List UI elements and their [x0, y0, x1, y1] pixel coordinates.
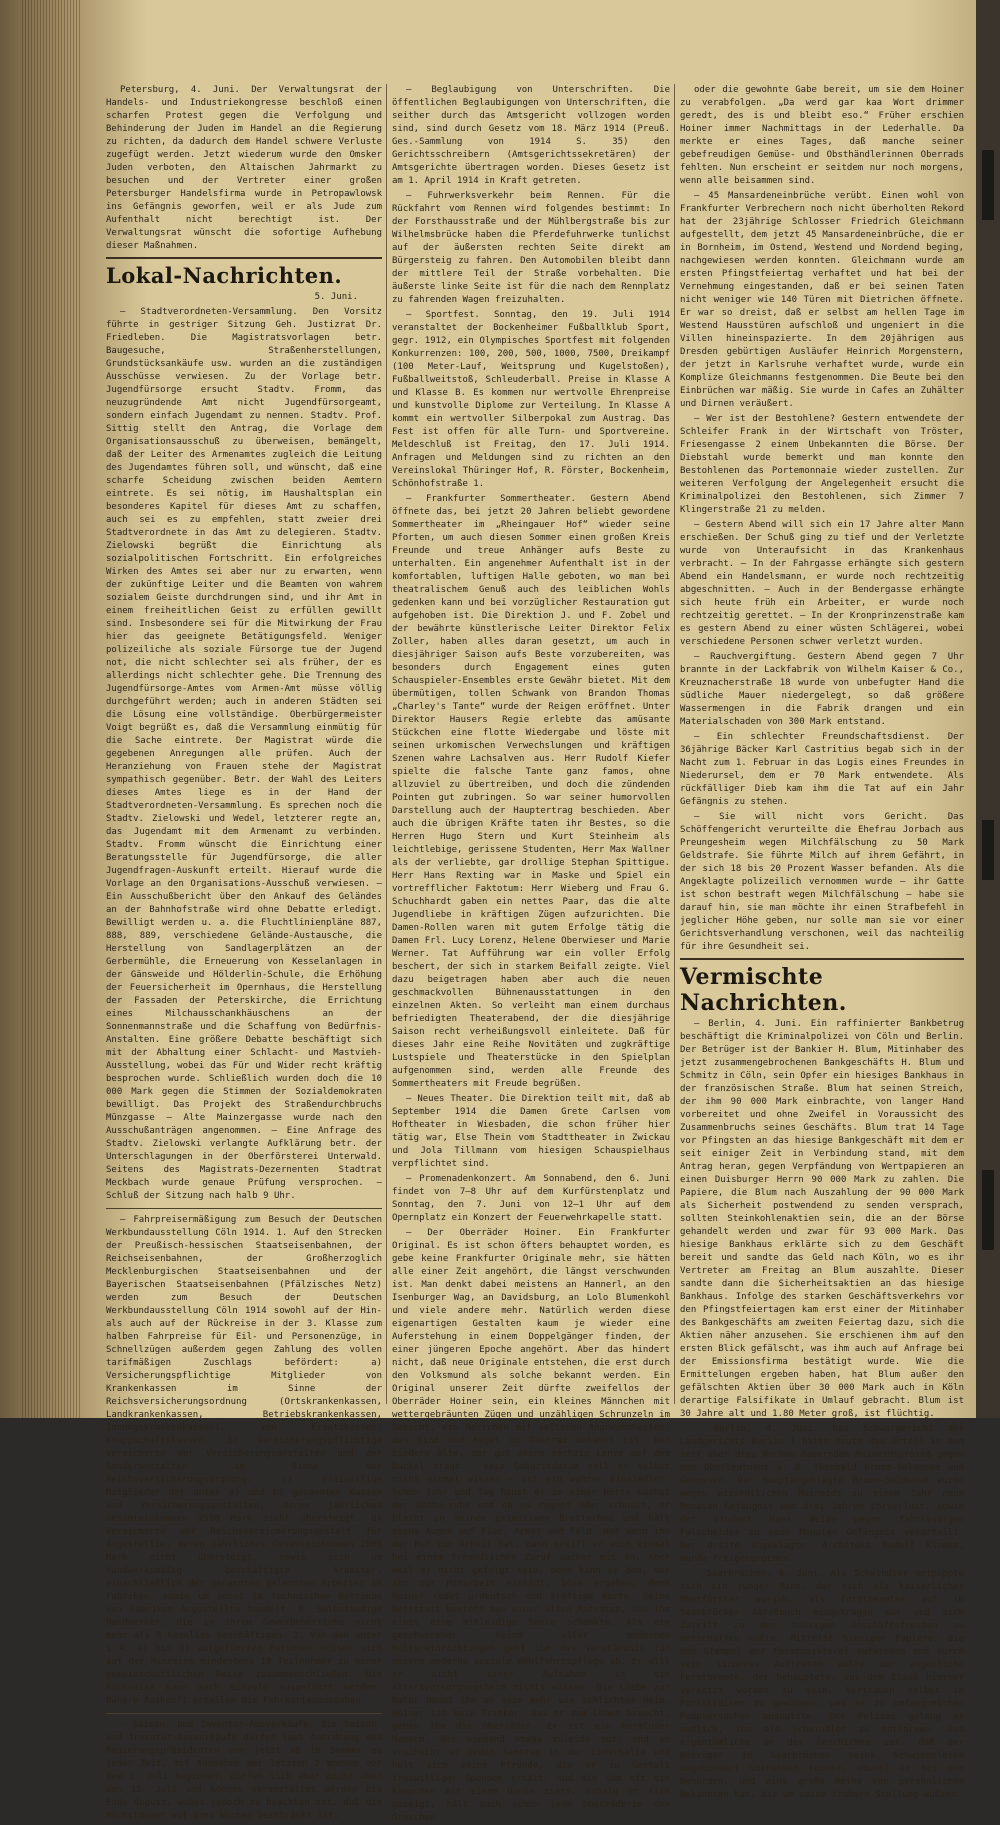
column-3	[680, 84, 964, 1800]
article-ausverkaeufe: — Saison- und Inventur-Ausverkäufe. Die Saison- und Inventur-Ausverkäufe dürfen laut Anordnung des Regierungspräsidenten von jetzt ab im Sommer zu jeder Zeit, mit Ausnahme der letzten 2 Wochen vor dem 1. Juli beginnen, dürfen sich aber nicht über den 15. Juli und können veranstaltet werden bis Ende August, wobei jedoch zu beachten ist, daß die Höchstdauer auf drei Wochen beschränkt ist.	[106, 1720, 382, 1821]
article-fahrpreisermaessigung: — Fahrpreisermäßigung zum Besuch der Deutschen Werkbundausstellung Cöln 1914. 1. Auf den Strecken der Preußisch-hessischen Staatseisenbahnen, der Reichseisenbahnen, der Großherzoglich Mecklenburgischen Staatseisenbahnen und der Bayerischen Staatseisenbahnen (Pfälzisches Netz) werden zum Besuch der Deutschen Werkbundausstellung Cöln 1914 sowohl auf der Hin- als auch auf der Rückreise in der 3. Klasse zum halben Fahrpreise für Eil- und Personenzüge, in Schnellzügen außerdem gegen Zahlung des vollen tarifmäßigen Zuschlags befördert: a) Versicherungspflichtige Mitglieder von Krankenkassen im Sinne der Reichsversicherungsordnung (Ortskrankenkassen, Landkrankenkassen, Betriebskrankenkassen, Innungskrankenkassen), von Ersatzkassen, Knappschaftskassen. b) Versicherungspflichtige Versicherte der Versicherungsanstalten und der Sonderanstalten im Sinne der Reichsversicherungsordnung. c) Freiwillige Mitglieder der unter a) und b) genannten Kassen und Versicherungsanstalten, deren jährliches Gesamteinkommen 2500 Mark nicht übersteigt. d) Versicherte der Reichsversicherungsanstalt für Angestellte, deren jährliches Gesamteinkommen 2500 Mark nicht übersteigt, sowie sich um handwerksmäßig beschäftigte Arbeiter, einschließlich der genannten gelernten Arbeiter in Fabriken, sowie um sonst im technischen Betriebe von Fabriken Angestellte handelt. B. Selbständige Handwerker, die in ihrem Gewerbebetriebe nicht mehr als 8 Gesellen beschäftigen. 2. Von den unter 1 A. a) bis d) aufgeführten Personen müssen sich auf der Hinreise mindestens 10 Teilnehmer zu einer gemeinschaftlichen Reise zusammenschließen. Die Rückreise kann auch einzeln ausgeführt werden. Nähere Auskunft erteilen die Fahrkartenausgaben.	[106, 1215, 382, 1706]
heading-vermischte-nachrichten: Vermischte Nachrichten.	[680, 958, 964, 1016]
newspaper-page	[96, 0, 976, 1823]
article-berlin-meineid: — Berlin, 4. Juni. Das Schwurgericht des Landgerichts Berlin 1 hatte heute das Urteil in dem seit über drei Wochen dauernden Meineidsprozeß gegen den Oberleutnant a. D. Theobald Brumm-Seldened und Genossen. Der Hauptangeklagte Brumm-Seldened wurde wegen wissentlichen Meineids zu einem Jahr neun Monaten Gefängnis und drei Jahren Ehrverlust, sowie der Student Hans Weide wegen fahrlässigen Falscheides zu neun Monaten Gefängnis verurteilt. Der dritte Angeklagte, Architekt Rudolf Klemke, wurde freigesprochen.	[680, 1424, 964, 1564]
edge-tab	[982, 1170, 994, 1250]
article-selbstmordversuche: — Gestern Abend will sich ein 17 Jahre alter Mann erschießen. Der Schuß ging zu tief und der Verletzte wurde von Unteraufsicht in das Krankenhaus verbracht. — In der Fahrgasse erhängte sich gestern Abend ein Handelsmann, er wurde noch rechtzeitig abgeschnitten. — Auch in der Bendergasse erhängte sich heute früh ein Arbeiter, er wurde noch rechtzeitig gerettet. — In der Kronprinzenstraße kam es gestern Abend zu einer wüsten Schlägerei, wobei verschiedene Personen schwer verletzt wurden.	[680, 520, 964, 647]
heading-lokal-nachrichten: Lokal-Nachrichten.	[106, 257, 382, 289]
article-mansardeneinbrueche: — 45 Mansardeneinbrüche verübt. Einen wohl von Frankfurter Verbrechern noch nicht überholten Rekord hat der 23jährige Schlosser Friedrich Gleichmann aufgestellt, dem jetzt 45 Mansardeneinbrüche, die er in Bornheim, im Ostend, Westend und Nordend beging, nachgewiesen werden konnten. Gleichmann wurde am ersten Pfingstfeiertag verhaftet und hat bei der Vernehmung eingestanden, daß er bei seinen Taten nicht weniger wie 140 Türen mit Dietrichen öffnete. Er war so dreist, daß er selbst am hellen Tage im Westend Hausstüren aufschloß und ungeniert in die Villen hineinspazierte. In dem 20jährigen aus Dresden gebürtigen Ausläufer Heinrich Morgenstern, der jetzt in Karlsruhe verhaftet wurde, wurde ein Komplize Gleichmanns festgenommen. Die Beute bei den Einbrüchen war mäßig. Sie wurde in Cafes an Zuhälter und Dirnen veräußert.	[680, 191, 964, 409]
article-fuhrwerksverkehr: — Fuhrwerksverkehr beim Rennen. Für die Rückfahrt vom Rennen wird folgendes bestimmt: In der Forsthausstraße und der Mühlbergstraße bis zur Wilhelmsbrücke haben die Pferdefuhrwerke tunlichst auf der äußersten rechten Seite direkt am Bürgersteig zu fahren. Den Automobilen bleibt dann der mittlere Teil der Straße vorbehalten. Die äußerste linke Seite ist für die nach dem Rennplatz zu fahrenden Wagen freizuhalten.	[392, 191, 670, 305]
separator	[106, 1208, 382, 1209]
article-saarbruecken: — Saarbrücken, 4. Juni. Als Schwindler entpuppte sich ein junger Mann, der sich als kaiserlicher Oberförster ausgab, als Forstbeamter auf im Saarbrücker Abreßbuch eingetragen war und sich Zutritt zu den hiesigen Geschäftsfreisen zu verschaffen wußte. Mittelst hiesiger Papiere, die den Stempel der Forstmeisterei aufwiesen und durch sein sicheres Auftreten wußte der angebliche Forstbeamte, der behauptete, aus dem Elsaß hierher versetzt worden zu sein, Vertrauen selbst in Forstkreisen zu gewinnen, was er zu umfangreichen Pumpversuchen ausnutzte. Der Polizei gelang es endlich, ihn als Schwindler zu entlarven. Das eigentümliche an der Geschichte ist, daß der Betrüger in Saarbrücken seine Schwindeleien ungehindert vornehmen konnte, obwohl er bei den Behörden, und eine große Reihe von persönlichen Bekannten hat, die um seine frühere Stellung wußten.	[680, 1569, 964, 1800]
article-milchfaelschung: — Sie will nicht vors Gericht. Das Schöffengericht verurteilte die Ehefrau Jorbach aus Preungesheim wegen Milchfälschung zu 50 Mark Geldstrafe. Sie führte Milch auf ihrem Gefährt, in der sich 18 bis 20 Prozent Wasser befanden. Als die Angeklagte polizeilich vernommen wurde — ihr Gatte ist schon bestraft wegen Milchfälschung — habe sie darauf hin, sie man möchte ihr einen Strafbefehl in jeglicher Höhe geben, nur solle man sie vor einer Gerichtsverhandlung verschonen, weil das nachteilig für ihre Gesundheit sei.	[680, 812, 964, 952]
petersburg-report: Petersburg, 4. Juni. Der Verwaltungsrat der Handels- und Industriekongresse beschloß einen scharfen Protest gegen die Verfolgung und Behinderung der Juden im Handel an die Regierung zu richten, da dadurch dem Handel schwere Verluste zugefügt werden. Jetzt wiederum wurde den Omsker Juden verboten, den Altaischen Jahrmarkt zu besuchen und der Vertreter einer großen Petersburger Handelsfirma wurde in Petropawlowsk ins Gefängnis geworfen, weil er als Jude zum Aufenthalt nicht berechtigt ist. Der Verwaltungsrat wünscht die sofortige Aufhebung dieser Maßnahmen.	[106, 85, 382, 251]
article-oberraeder-hoiner: — Der Oberräder Hoiner. Ein Frankfurter Original. Es ist schon öfters behauptet worden, es gebe keine Frankfurter Originale mehr, sie hätten alle einer Zeit angehört, die längst verschwunden ist. Man denkt dabei meistens an Hannerl, an den Isenburger Wag, an Davidsburg, an Lolo Blumenkohl und viele andere mehr. Natürlich werden diese eigenartigen Gestalten kaum je wieder eine Auferstehung in einem Doppelgänger finden, der einer jüngeren Epoche angehört. Aber das hindert nicht, daß neue Originale entstehen, die erst durch den Volksmund als solche bekannt werden. Ein Original unserer Zeit dürfte zweifellos der Oberräder Hoiner sein, ein kleines Männchen mit wettergebräunten Zügen und unzähligen Schrunzeln im Gesicht, ein Herrchen mit seltenen Angewohnheiten, das Kind und Kegel in Oberrad bekannt ist. Der biedere Alte, der gut seine sechzig Lenze auf dem Buckel trägt — sein Geburtsdatum soll er selbst nicht einmal wissen — ist ein wahrer Einsiedler. Schon Jahr und Tag haust er in einer Hütte nächst der Gothe-ruhe und ob es regnet oder schneit, er bleibt in seinem primitiven Bretterbau und hält seine Augen auf Flur, Acker und Feld. Nur wenn ihn der Ruf zur Arbeit hat, dann greift er auch einmal bei einem freundlichen Zuruf wacker mit an. Aber weil er nicht gefolgt sein, denn kann es dem, der ihn zur Mitarbeit einlädt, böse ergehen, denn Hoiner redet urdeutsch und kräftige Worte. Seine Bettstatt besteht aus einer alten Matratze, die ihm einst eine mitleidige Seele schenkte. Als ein geschworener Feind aller modernen Kultureinrichtungen geht ihm das Verständnis für unsere moderne soziale Wohlfahrtspflege ab. Er will er nicht einer Aufnahme in ein Altersversorgungsheim nichts wissen. Die Liebe zur Natur bannt ihn an sein mehr wie schlichtes Heim. Hoiner ist kein Trinker. Was er zum Leben braucht, geben ihm die Oberräder. Er ist ein harmloser Mensch, der niemand etwas zuleide tut, und so erscheint er jeden Samstag in der Lederhalle und holt sich seine Pfründe, die er in Gestalt freiwilliger Spenden erhält, und die ihm oft ein Käppchen mit einem Danke ziert. Sobald er sich gezeigt, hält auch schon jede Oberräderin den Groschen	[392, 1228, 670, 1823]
article-berlin-bankbetrug: — Berlin, 4. Juni. Ein raffinierter Bankbetrug beschäftigt die Kriminalpolizei von Cöln und Berlin. Der Betrüger ist der Bankier H. Blum, Mitinhaber des jetzt zusammengebrochenen Bankgeschäfts H. Blum und Schmitz in Cöln, sein Opfer ein hiesiges Bankhaus in der französischen Straße. Blum hat seinen Streich, der ihm 90 000 Mark einbrachte, von langer Hand vorbereitet und ohne Zweifel in Voraussicht des Zusammenbruchs seines Geschäfts. Blum trat 14 Tage vor Pfingsten an das hiesige Bankgeschäft mit dem er seit einiger Zeit in Verbindung stand, mit dem Antrag heran, gegen Verpfändung von Wertpapieren an einen Duisburger Herrn 90 000 Mark zu zahlen. Die Papiere, die Blum nach Auszahlung der 90 000 Mark als Sicherheit postwendend zu senden versprach, sollten Steinkohlenaktien sein, die an der Börse gehandelt werden und zwar für 93 000 Mark. Das hiesige Bankhaus erklärte sich zu dem Geschäft bereit und sandte das Geld nach Köln, wo es ihr Vertreter am Freitag an Blum auszahlte. Dieser sandte dann die Sicherheitsaktien an das hiesige Bankhaus. Infolge des starken Geschäftsverkehrs vor den Pfingstfeiertagen kam erst einer der Mitinhaber des Bankgeschäfts am zweiten Feiertag dazu, sich die Aktien näher anzusehen. Sie erschienen ihm auf den ersten Blick gefälscht, was ihm auch auf Anfrage bei der Emissionsfirma bestätigt wurde. Wie die Ermittelungen ergeben haben, hat Blum außer den gefälschten Aktien über 30 000 Mark auch in Köln derartige Falsifikate in Umlauf gebracht. Blum ist 30 Jahre alt und 1.80 Meter groß, ist flüchtig.	[680, 1019, 964, 1419]
column-rule	[386, 84, 387, 1404]
column-rule	[674, 84, 675, 1404]
article-stadtverordneten: — Stadtverordneten-Versammlung. Den Vorsitz führte in gestriger Sitzung Geh. Justizrat Dr. Friedleben. Die Magistratsvorlagen betr. Baugesuche, Straßenherstellungen, Grundstücksankäufe usw. wurden an die zuständigen Ausschüsse verwiesen. Zu der Vorlage betr. Jugendfürsorge ersucht Stadtv. Fromm, das neuzugründende Amt nicht Jugendfürsorgeamt, sondern einfach Jugendamt zu nennen. Stadtv. Prof. Sittig stellt den Antrag, die Vorlage dem Organisationsausschuß zu überweisen, bemängelt, daß der Leiter des Armenamtes zugleich die Leitung des Jugendamtes führen soll, und wünscht, daß eine scharfe Scheidung zwischen beiden Aemtern eintrete. Es sei nötig, im Haushaltsplan ein besonderes Kapitel für dieses Amt zu schaffen, auch sei es zu empfehlen, statt zweier drei Stadtverordnete in das Amt zu delegieren. Stadtv. Zielowski begrüßt die Einrichtung als sozialpolitischen Fortschritt. Ein erfolgreiches Wirken des Amtes sei aber nur zu erwarten, wenn der zukünftige Leiter und die Beamten von wahrem sozialem Geiste durchdrungen sind, und ihr Amt in einem freiheitlichen Geist zu erfüllen gewillt sind. Insbesondere sei für die Mitwirkung der Frau hier das geeignete Betätigungsfeld. Weniger polizeiliche als soziale Fürsorge tue der Jugend not, die nicht schlechter sei als früher, der es allerdings nicht schlechter gehe. Die Trennung des Jugendfürsorge-Amtes vom Armen-Amt müsse völlig durchgeführt werden; auch in anderen Städten sei die Lösung eine vollständige. Oberbürgermeister Voigt begrüßt es, daß die Versammlung einmütig für die Sache eintrete. Der Magistrat würde die gegebenen Anregungen alle prüfen. Auch der Heranziehung von Frauen stehe der Magistrat sympathisch gegenüber. Betr. der Wahl des Leiters dieses Amtes liege es in der Hand der Stadtverordneten-Versammlung. Es sprechen noch die Stadtv. Zielowski und Wedel, letzterer regte an, das Jugendamt mit dem Armenamt zu verbinden. Stadtv. Fromm wünscht die Einrichtung einer Beratungsstelle für Jugendfürsorge, die aller Jugendfragen-Auskunft erteilt. Hierauf wurde die Vorlage an den Organisations-Ausschuß verwiesen. — Ein Ausschußbericht über den Ankauf des Geländes an der Bahnhofstraße wird ohne Debatte erledigt. Bewilligt werden u. a. die Fluchtlinienpläne 887, 888, 889, verschiedene Gelände-Austausche, die Herstellung von Sandlagerplätzen an der Gerbermühle, die Erneuerung von Kesselanlagen in der Gänsweide und Hölderlin-Schule, die Erhöhung der Feuersicherheit im Opernhaus, die Herstellung der Fassaden der Peterskirche, die Errichtung eines Milchausschankhäuschens an der Sonnenmannstraße und die Schaffung von Bedürfnis-Anstalten. Eine größere Debatte beschäftigt sich mit der Abhaltung einer Schlacht- und Mastvieh-Ausstellung, wobei das Für und Wider recht kräftig besprochen wurde. Schließlich wurden doch die 10 000 Mark gegen die Stimmen der Sozialdemokraten bewilligt. Das Projekt des Straßendurchbruchs Münzgasse — Alte Mainzergasse wurde nach den Ausschußanträgen angenommen. — Eine Anfrage des Stadtv. Zielowski verlangte Aufklärung betr. der Unterschlagungen in der Oberförsterei Unterwald. Seitens des Magistrats-Dezernenten Stadtrat Meckbach wurde genaue Prüfung versprochen. — Schluß der Sitzung nach halb 9 Uhr.	[106, 307, 382, 1201]
article-freundschaftsdienst: — Ein schlechter Freundschaftsdienst. Der 36jährige Bäcker Karl Castritius begab sich in der Nacht zum 1. Februar in das Logis eines Freundes in Niederursel, dem er 70 Mark entwendete. Als rückfälliger Dieb kam ihm die Tat auf ein Jahr Gefängnis zu stehen.	[680, 732, 964, 807]
dateline: 5. Juni.	[314, 292, 358, 302]
article-neues-theater: — Neues Theater. Die Direktion teilt mit, daß ab September 1914 die Damen Grete Carlsen vom Hoftheater in Wiesbaden, die schon früher hier tätig war, Else Thein vom Stadttheater in Zwickau und Jola Tillmann vom hiesigen Schauspielhaus verpflichtet sind.	[392, 1094, 670, 1169]
article-bestohlene: — Wer ist der Bestohlene? Gestern entwendete der Schleifer Frank in der Wirtschaft von Tröster, Friesengasse 2 einem Unbekannten die Börse. Der Diebstahl wurde bemerkt und man konnte den Bestohlenen das Portemonnaie wieder zustellen. Zur weiteren Verfolgung der Angelegenheit ersucht die Kriminalpolizei den Bestohlenen, sich Zimmer 7 Klingerstraße 21 zu melden.	[680, 414, 964, 515]
edge-tab	[982, 820, 994, 880]
column-2	[392, 84, 670, 1823]
page-stack-edges	[22, 0, 82, 1418]
article-lackfabrik: — Rauchvergiftung. Gestern Abend gegen 7 Uhr brannte in der Lackfabrik von Wilhelm Kaiser & Co., Kreuznacherstraße 18 wurde von unbefugter Hand die südliche Mauer niedergelegt, so daß größere Wassermengen in die Fabrik drangen und ein Materialschaden von 300 Mark entstand.	[680, 652, 964, 727]
edge-tab	[982, 150, 994, 220]
article-hoiner-continued: oder die gewohnte Gabe bereit, um sie dem Hoiner zu verabfolgen. „Da werd gar kaa Wort drimmer geredt, des is und bleibt eso.“ Früher erschien Hoiner immer Nachmittags in der Lederhalle. Da merkte er eines Tages, daß manche seiner gebefreudigen Gemüse- und Obsthändlerinnen Oberrads fehlten. Nun erscheint er seitdem nur noch morgens, wenn alle beisammen sind.	[680, 85, 964, 186]
article-sportfest: — Sportfest. Sonntag, den 19. Juli 1914 veranstaltet der Bockenheimer Fußballklub Sport, gegr. 1912, ein Olympisches Sportfest mit folgenden Konkurrenzen: 100, 200, 500, 1000, 7500, Dreikampf (100 Meter-Lauf, Weitsprung und Kugelstoßen), Fußballweitstoß, Schleuderball. Preise in Klasse A und Klasse B. Es kommen nur wertvolle Ehrenpreise und kunstvolle Diplome zur Verteilung. In Klasse A kommt ein wertvoller Silberpokal zum Austrag. Das Fest ist offen für alle Turn- und Sportvereine. Meldeschluß ist Freitag, den 17. Juli 1914. Anfragen und Meldungen sind zu richten an den Vereinslokal Thüringer Hof, R. Förster, Bockenheim, Schönhofstraße 1.	[392, 310, 670, 489]
article-promenadenkonzert: — Promenadenkonzert. Am Sonnabend, den 6. Juni findet von 7—8 Uhr auf dem Kurfürstenplatz und Sonntag, den 7. Juni von 12—1 Uhr auf dem Opernplatz ein Konzert der Feuerwehrkapelle statt.	[392, 1174, 670, 1223]
column-1	[106, 84, 382, 1821]
article-beglaubigung: — Beglaubigung von Unterschriften. Die öffentlichen Beglaubigungen von Unterschriften, die seither durch das Amtsgericht vollzogen worden sind, sind durch Gesetz vom 18. März 1914 (Preuß. Ges.-Sammlung von 1914 S. 35) den Gerichtsschreibern (Amtsgerichtssekretären) der Amtsgerichte übertragen worden. Dieses Gesetz ist am 1. April 1914 in Kraft getreten.	[392, 85, 670, 186]
separator	[106, 1713, 382, 1714]
article-sommertheater: — Frankfurter Sommertheater. Gestern Abend öffnete das, bei jetzt 20 Jahren beliebt gewordene Sommertheater im „Rheingauer Hof“ wieder seine Pforten, um auch diesen Sommer einen großen Kreis Freunde und treue Anhänger aufs Beste zu unterhalten. Ein angenehmer Aufenthalt ist in der komfortablen, luftigen Halle geboten, wo man bei theatralischem Genuß auch des leiblichen Wohls gedenken kann und bei vorzüglicher Restauration gut aufgehoben ist. Die Direktion J. und F. Zobel und der bewährte künstlerische Leiter Direktor Felix Zoller, haben alles daran gesetzt, um auch in diesjähriger Saison aufs Beste vorzubereiten, was besonders durch Engagement eines guten Schauspieler-Ensembles erste Gewähr bietet. Mit dem übermütigen, tollen Schwank von Brandon Thomas „Charley's Tante“ wurde der Reigen eröffnet. Unter Direktor Hausers Regie erlebte das amüsante Stückchen eine flotte Wiedergabe und löste mit seinen urkomischen Verwechslungen und kräftigen Szenen wahre Lachsalven aus. Herr Rudolf Kiefer spielte die falsche Tante ganz famos, ohne allzuviel zu übertreiben, und doch die zündenden Pointen gut zubringen. So war seiner humorvollen Darstellung auch der Hauptertrag beschieden. Aber auch die übrigen Kräfte taten ihr Bestes, so die Herren Hugo Stern und Kurt Steinheim als leichtlebige, gerissene Studenten, Herr Max Wallner als der verliebte, gar drollige Stephan Spittigue. Herr Hans Rexting war in Maske und Spiel ein vortrefflicher Faktotum: Herr Wieberg und Frau G. Schuchhardt gaben ein nettes Paar, das die alte Jugendliebe in kräftigen Zügen aufzurichten. Die Damen-Rollen waren mit gutem Erfolge tätig die Damen Frl. Lucy Lorenz, Helene Oberwieser und Marie Werner. Tat Aufführung war ein voller Erfolg beschert, der sich in starkem Beifall zeigte. Viel dazu beigetragen haben aber auch die neuen geschmackvollen Bühnenausstattungen in den einzelnen Akten. So verleiht man einem durchaus befriedigten Theaterabend, der die diesjährige Saison recht verheißungsvoll einleitete. Daß für dieses Jahr eine Reihe Novitäten und zugkräftige Lustspiele und Theaterstücke in den Spielplan aufgenommen sind, werden alle Freunde des Sommertheaters mit Freude begrüßen.	[392, 494, 670, 1089]
